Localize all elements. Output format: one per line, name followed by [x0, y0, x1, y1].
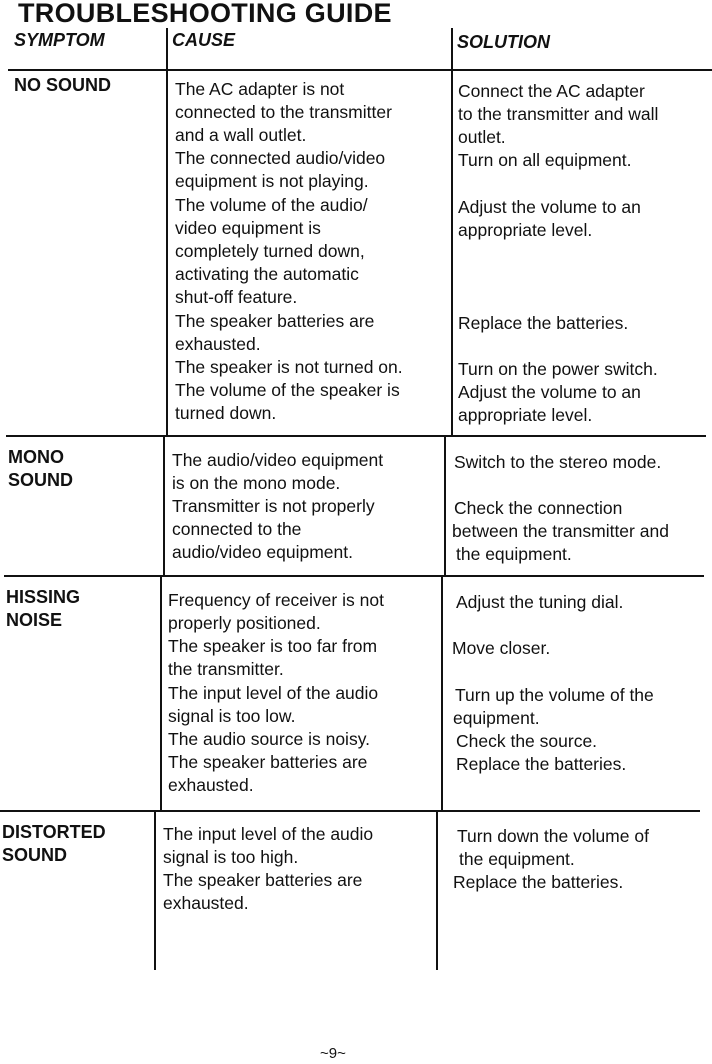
solution-text: the equipment. [456, 544, 572, 564]
row-divider [6, 435, 706, 437]
cause-header: CAUSE [172, 30, 236, 50]
solution-text: the equipment. [459, 849, 575, 869]
cause-text: shut-off feature. [175, 287, 298, 307]
row-divider [4, 575, 704, 577]
cause-column-divider [154, 812, 156, 970]
solution-text: Move closer. [452, 638, 551, 658]
solution-text: between the transmitter and [452, 521, 669, 541]
cause-text: The connected audio/video [175, 148, 386, 168]
symptom-label: NOISE [6, 610, 63, 630]
cause-text: and a wall outlet. [175, 125, 307, 145]
cause-text: completely turned down, [175, 241, 365, 261]
solution-text: Turn down the volume of [457, 826, 649, 846]
solution-text: Adjust the volume to an [458, 197, 641, 217]
cause-text: is on the mono mode. [172, 473, 341, 493]
solution-column-divider [451, 28, 453, 436]
header-rule [8, 69, 712, 71]
cause-text: connected to the [172, 519, 302, 539]
cause-text: The speaker is too far from [168, 636, 378, 656]
symptom-label: SOUND [8, 470, 74, 490]
solution-text: Connect the AC adapter [458, 81, 645, 101]
cause-text: The speaker batteries are [163, 870, 363, 890]
solution-text: Replace the batteries. [453, 872, 624, 892]
cause-text: Transmitter is not properly [172, 496, 375, 516]
solution-text: Switch to the stereo mode. [454, 452, 662, 472]
cause-text: The speaker is not turned on. [175, 357, 403, 377]
symptom-label: MONO [8, 447, 64, 467]
cause-text: The audio source is noisy. [168, 729, 371, 749]
solution-column-divider [444, 436, 446, 576]
cause-column-divider [163, 436, 165, 576]
solution-text: to the transmitter and wall [458, 104, 659, 124]
cause-text: the transmitter. [168, 659, 284, 679]
solution-text: appropriate level. [458, 220, 593, 240]
symptom-header: SYMPTOM [14, 30, 105, 50]
symptom-label: DISTORTED [2, 822, 106, 842]
solution-text: Turn on all equipment. [458, 150, 632, 170]
solution-text: appropriate level. [458, 405, 593, 425]
cause-text: turned down. [175, 403, 277, 423]
solution-text: Adjust the volume to an [458, 382, 641, 402]
solution-text: equipment. [453, 708, 540, 728]
cause-text: exhausted. [175, 334, 261, 354]
cause-text: Frequency of receiver is not [168, 590, 384, 610]
cause-text: The speaker batteries are [175, 311, 375, 331]
solution-text: Turn up the volume of the [455, 685, 654, 705]
cause-text: audio/video equipment. [172, 542, 353, 562]
cause-text: equipment is not playing. [175, 171, 369, 191]
cause-text: The volume of the audio/ [175, 195, 368, 215]
solution-header: SOLUTION [457, 32, 550, 52]
solution-column-divider [436, 812, 438, 970]
cause-text: The volume of the speaker is [175, 380, 400, 400]
symptom-label: SOUND [2, 845, 68, 865]
cause-text: exhausted. [168, 775, 254, 795]
solution-text: Adjust the tuning dial. [456, 592, 624, 612]
symptom-label: NO SOUND [14, 75, 112, 95]
row-divider [0, 810, 700, 812]
cause-text: The audio/video equipment [172, 450, 384, 470]
solution-text: Turn on the power switch. [458, 359, 658, 379]
cause-text: The AC adapter is not [175, 79, 345, 99]
solution-text: Replace the batteries. [458, 313, 629, 333]
cause-text: The speaker batteries are [168, 752, 368, 772]
solution-text: Check the source. [456, 731, 598, 751]
cause-text: The input level of the audio [163, 824, 374, 844]
symptom-label: HISSING [6, 587, 81, 607]
cause-text: activating the automatic [175, 264, 359, 284]
page-number: ~9~ [320, 1045, 346, 1062]
solution-column-divider [441, 576, 443, 812]
page-title: TROUBLESHOOTING GUIDE [18, 0, 392, 28]
solution-text: outlet. [458, 127, 506, 147]
cause-column-divider [160, 576, 162, 812]
solution-text: Check the connection [454, 498, 623, 518]
cause-text: exhausted. [163, 893, 249, 913]
cause-column-divider [166, 28, 168, 436]
solution-text: Replace the batteries. [456, 754, 627, 774]
cause-text: The input level of the audio [168, 683, 379, 703]
cause-text: signal is too high. [163, 847, 299, 867]
cause-text: signal is too low. [168, 706, 296, 726]
cause-text: properly positioned. [168, 613, 321, 633]
cause-text: video equipment is [175, 218, 321, 238]
cause-text: connected to the transmitter [175, 102, 392, 122]
